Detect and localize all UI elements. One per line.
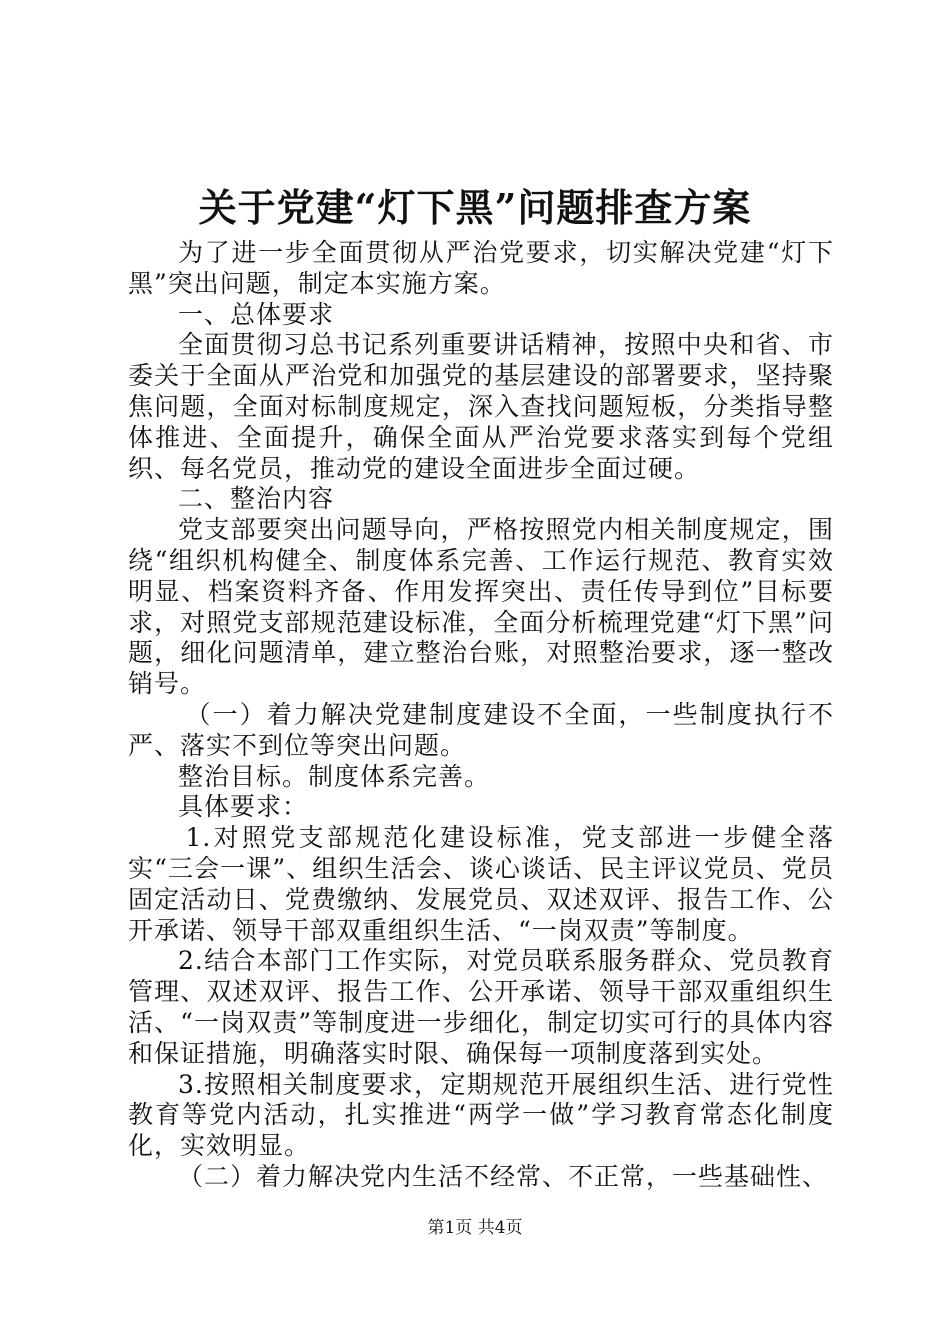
requirement-item-1: 1.对照党支部规范化建设标准，党支部进一步健全落实“三会一课”、组织生活会、谈心谈话、民主评议党员、党员固定活动日、党费缴纳、发展党员、双述双评、报告工作、公开承诺、领导干部双重组织生活、“一岗双责”等制度。 [128,823,834,945]
section-heading-content: 二、整治内容 [178,484,335,514]
goal-paragraph: 整治目标。制度体系完善。 [178,761,491,791]
general-requirements-paragraph: 全面贯彻习总书记系列重要讲话精神，按照中央和省、市委关于全面从严治党和加强党的基层建设的部署要求，坚持聚焦问题，全面对标制度规定，深入查找问题短板，分类指导整体推进、全面提升，确保全面从严治党要求落实到每个党组织、每名党员，推动党的建设全面进步全面过硬。 [128,330,834,483]
page-number-footer: 第1页 共4页 [427,1218,523,1238]
content-paragraph: 党支部要突出问题导向，严格按照党内相关制度规定，围绕“组织机构健全、制度体系完善、工作运行规范、教育实效明显、档案资料齐备、作用发挥突出、责任传导到位”目标要求，对照党支部规范建设标准，全面分析梳理党建“灯下黑”问题，细化问题清单，建立整治台账，对照整治要求，逐一整改销号。 [128,515,834,699]
subsection-one-heading: （一）着力解决党建制度建设不全面，一些制度执行不严、落实不到位等突出问题。 [128,699,834,760]
document-body [128,238,834,1193]
requirement-item-3: 3.按照相关制度要求，定期规范开展组织生活、进行党性教育等党内活动，扎实推进“两学一做”学习教育常态化制度化，实效明显。 [128,1069,834,1161]
subsection-two-heading: （二）着力解决党内生活不经常、不正常，一些基础性、 [178,1161,829,1191]
requirement-item-2: 2.结合本部门工作实际，对党员联系服务群众、党员教育管理、双述双评、报告工作、公开承诺、领导干部双重组织生活、“一岗双责”等制度进一步细化，制定切实可行的具体内容和保证措施，明确落实时限、确保每一项制度落到实处。 [128,946,834,1068]
intro-paragraph: 为了进一步全面贯彻从严治党要求，切实解决党建“灯下黑”突出问题，制定本实施方案。 [128,238,834,298]
section-heading-general: 一、总体要求 [178,299,335,329]
document-title: 关于党建“灯下黑”问题排查方案 [198,185,752,230]
requirements-label: 具体要求： [178,792,309,822]
